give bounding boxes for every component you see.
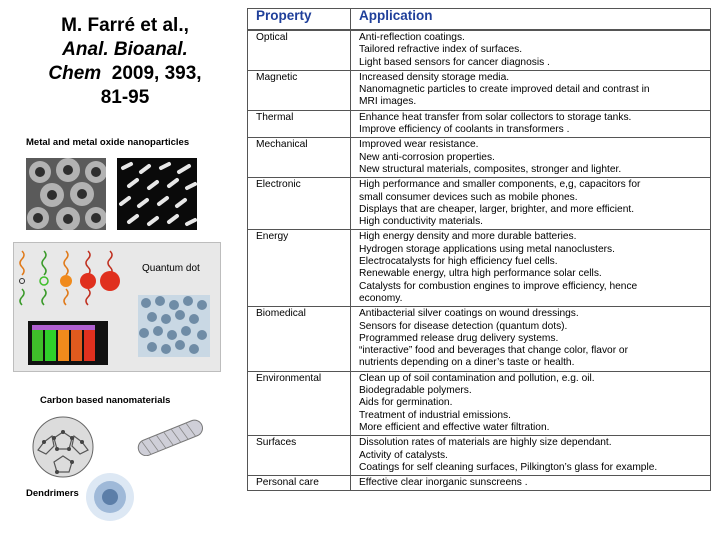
- table-header-row: [248, 9, 711, 31]
- application-line: More efficient and effective water filtration.: [359, 421, 550, 433]
- application-line: Tailored refractive index of surfaces.: [359, 44, 523, 56]
- application-line: Anti-reflection coatings.: [359, 32, 465, 43]
- dendrimers-caption: Dendrimers: [26, 488, 79, 499]
- column-header-property: Property: [248, 9, 351, 31]
- application-cell: [351, 371, 711, 435]
- dendrimer-image: [84, 470, 136, 524]
- application-line: Nanomagnetic particles to create improved detail and contrast in: [359, 84, 650, 96]
- application-line: economy.: [359, 292, 403, 304]
- application-line: “interactive” food and beverages that change color, flavor or: [359, 345, 628, 357]
- application-line: Biodegradable polymers.: [359, 385, 472, 397]
- metal-nanoparticle-micrograph: [26, 158, 106, 230]
- metal-nanoparticles-caption: Metal and metal oxide nanoparticles: [26, 137, 190, 148]
- application-line: High energy density and more durable batteries.: [359, 231, 577, 243]
- application-line: Aids for germination.: [359, 397, 453, 409]
- application-line: Improve efficiency of coolants in transformers .: [359, 124, 570, 136]
- citation-year-volume: 2009, 393,: [111, 63, 202, 84]
- property-cell: Thermal: [248, 110, 351, 138]
- property-cell: Personal care: [248, 476, 351, 491]
- application-line: Coatings for self cleaning surfaces, Pilkington’s glass for example.: [359, 461, 658, 473]
- application-line: Improved wear resistance.: [359, 139, 479, 151]
- table-row: [248, 230, 711, 307]
- application-line: Displays that are cheaper, larger, brighter, and more efficient.: [359, 203, 635, 215]
- application-line: High performance and smaller components, e,g, capacitors for: [359, 179, 641, 191]
- quantum-dot-panel: [13, 242, 221, 372]
- citation-pages: 81-95: [100, 87, 150, 108]
- application-line: MRI images.: [359, 96, 417, 108]
- application-cell: [351, 436, 711, 476]
- table-row: [248, 30, 711, 70]
- journal-name-line2: Chem: [48, 63, 102, 84]
- application-line: Hydrogen storage applications using metal nanoclusters.: [359, 243, 615, 255]
- application-line: small consumer devices such as mobile phones.: [359, 191, 578, 203]
- table-row: [248, 436, 711, 476]
- table-body: [248, 30, 711, 491]
- application-line: Renewable energy, ultra high performance solar cells.: [359, 268, 602, 280]
- journal-name-line1: Anal. Bioanal.: [62, 39, 188, 60]
- application-line: Clean up of soil contamination and pollution, e.g. oil.: [359, 372, 595, 384]
- application-cell: [351, 307, 711, 371]
- application-line: Dissolution rates of materials are highly size dependant.: [359, 437, 612, 449]
- application-cell: [351, 138, 711, 178]
- citation: [14, 14, 236, 110]
- application-line: Catalysts for combustion engines to improve efficiency, hence: [359, 280, 638, 292]
- table-row: [248, 178, 711, 230]
- application-line: Treatment of industrial emissions.: [359, 409, 511, 421]
- application-line: Antibacterial silver coatings on wound dressings.: [359, 308, 579, 320]
- table-row: [248, 70, 711, 110]
- carbon-nanotube-image: [132, 418, 208, 456]
- citation-journal: [14, 38, 236, 62]
- application-line: nutrients depending on a diner’s taste or health.: [359, 357, 575, 369]
- table-row: [248, 476, 711, 491]
- citation-journal-volume: [14, 62, 236, 86]
- property-cell: Biomedical: [248, 307, 351, 371]
- application-cell: [351, 30, 711, 70]
- application-cell: [351, 70, 711, 110]
- application-line: Programmed release drug delivery systems.: [359, 332, 559, 344]
- application-line: Effective clear inorganic sunscreens .: [359, 477, 528, 489]
- properties-table: [247, 8, 711, 491]
- application-cell: [351, 178, 711, 230]
- column-header-application: Application: [351, 9, 711, 31]
- property-cell: Optical: [248, 30, 351, 70]
- carbon-nanomaterials-caption: Carbon based nanomaterials: [40, 395, 171, 406]
- application-line: Electrocatalysts for high efficiency fuel cells.: [359, 256, 558, 268]
- application-line: New anti-corrosion properties.: [359, 151, 495, 163]
- metal-oxide-micrograph: [117, 158, 197, 230]
- application-line: New structural materials, composites, stronger and lighter.: [359, 163, 622, 175]
- application-line: Increased density storage media.: [359, 71, 510, 83]
- property-cell: Magnetic: [248, 70, 351, 110]
- application-line: Enhance heat transfer from solar collectors to storage tanks.: [359, 111, 632, 123]
- property-cell: Environmental: [248, 371, 351, 435]
- citation-authors: M. Farré et al.,: [61, 15, 189, 36]
- table-row: [248, 110, 711, 138]
- application-line: Activity of catalysts.: [359, 449, 448, 461]
- application-line: Light based sensors for cancer diagnosis .: [359, 56, 550, 68]
- table-row: [248, 307, 711, 371]
- table-row: [248, 138, 711, 178]
- application-cell: [351, 476, 711, 491]
- application-line: Sensors for disease detection (quantum dots).: [359, 320, 568, 332]
- property-cell: Mechanical: [248, 138, 351, 178]
- quantum-dot-caption: Quantum dot: [142, 263, 200, 274]
- application-line: High conductivity materials.: [359, 216, 483, 228]
- application-cell: [351, 230, 711, 307]
- table-row: [248, 371, 711, 435]
- property-cell: Energy: [248, 230, 351, 307]
- property-cell: Surfaces: [248, 436, 351, 476]
- property-cell: Electronic: [248, 178, 351, 230]
- application-cell: [351, 110, 711, 138]
